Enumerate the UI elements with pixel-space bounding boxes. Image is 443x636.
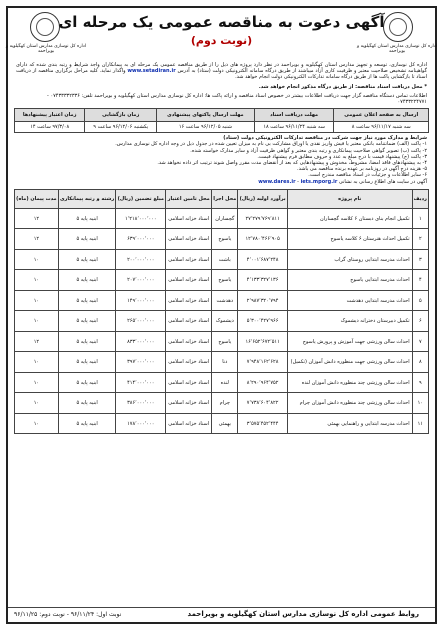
condition-item: ۶- سایر اطلاعات و جزئیات در اسناد مناقصه مندرج است. [308, 172, 427, 179]
table-row [15, 372, 429, 393]
table-row [15, 311, 429, 332]
table-cell: گچساران [212, 208, 238, 229]
condition-item: ۳- پاکت (ج) پیشنهاد قیمت با درج مبلغ به عدد و حروف مطابق فرم پیشنهاد قیمت. [257, 153, 427, 160]
projects-header: ردیف [412, 189, 428, 208]
table-cell: ابنیه پایه ۵ [58, 290, 116, 311]
condition-item: ۲- پاکت (ب) تصویر گواهی صلاحیت پیمانکاری و رتبه بندی معتبر و گواهی ظرفیت آزاد و سایر مدارک خواسته شده. [190, 147, 427, 154]
schedule-cell: سه شنبه ۹۶/۱۱/۲۴ ساعت ۱۸ [254, 122, 334, 133]
table-row [15, 290, 429, 311]
projects-header: محل اجرا [212, 189, 238, 208]
table-cell: اسناد خزانه اسلامی [166, 208, 212, 229]
schedule-cell: ۹۷/۳/۰۸ ساعت ۱۴ [15, 122, 85, 133]
table-cell: یاسوج [212, 229, 238, 250]
table-cell: بهمئی [212, 413, 238, 434]
table-cell: اسناد خزانه اسلامی [166, 270, 212, 291]
table-cell: ۲۷٬۲۷۹٬۷۶۹٬۸۱۱ [238, 208, 287, 229]
table-cell: لنده [212, 372, 238, 393]
table-cell: ۱۲ [15, 331, 59, 352]
table-cell: اسناد خزانه اسلامی [166, 413, 212, 434]
table-cell: ۱۰ [15, 249, 59, 270]
schedule-cell: شنبه ۹۶/۱۲/۰۵ ساعت ۱۶ [157, 122, 255, 133]
table-cell: ۴٬۰۰۱٬۶۸۷٬۲۴۸ [238, 249, 287, 270]
table-cell: اسناد خزانه اسلامی [166, 290, 212, 311]
dares-link[interactable]: www.dares.ir [258, 178, 296, 185]
condition-item: ۴- به پیشنهادهای فاقد امضا، مشروط، مخدوش و پیشنهادهایی که بعد از انقضای مدت مقرر واصل شوند ترتیب اثر داده نخواهد شد. [157, 160, 427, 167]
table-cell: دیشموک [212, 311, 238, 332]
table-cell: ۳۹۷٬۰۰۰٬۰۰۰ [116, 352, 166, 373]
table-cell: دهدشت [212, 290, 238, 311]
table-cell: اسناد خزانه اسلامی [166, 249, 212, 270]
table-cell: احداث سالن ورزشی جهت منظوره دانش آموزان (تکمیل) [287, 352, 412, 373]
schedule-table [14, 108, 429, 133]
table-cell: ۱۲ [15, 208, 59, 229]
table-cell: ۸ [412, 352, 428, 373]
table-cell: ۱۰ [15, 352, 59, 373]
projects-header: نام پروژه [287, 189, 412, 208]
table-cell: ۱۰ [15, 311, 59, 332]
table-cell: ۱۰ [15, 372, 59, 393]
projects-header: برآورد اولیه (ریال) [238, 189, 287, 208]
org-name-left: اداره کل نوسازی مدارس استان کهگیلویه و بویراحمد [5, 44, 87, 54]
table-cell: دنا [212, 352, 238, 373]
table-cell: تکمیل احداث هنرستان ۶ کلاسه یاسوج [287, 229, 412, 250]
intro-paragraph [16, 62, 427, 81]
table-cell: ۲۰۷٬۰۰۰٬۰۰۰ [116, 270, 166, 291]
intro-text-2: واگذار نماید. کلیه مراحل برگزاری مناقصه از دریافت اسناد تا بازگشایی پاکت ها از طریق درگاه سامانه تدارکات الکترونیکی دولت انجام خواهد شد. [16, 68, 427, 81]
schedule-header: ارسال به صفحه اعلان عمومی [334, 109, 429, 122]
table-cell: احداث سالن ورزشی جهت آموزش و پرورش یاسوج [287, 331, 412, 352]
setad-link[interactable]: www.setadiran.ir [127, 68, 176, 75]
schedule-header: مهلت دریافت اسناد [254, 109, 334, 122]
table-cell: ۱ [412, 208, 428, 229]
footer-code: نوبت اول: ۹۶/۱۱/۲۴ - نوبت دوم: ۹۶/۱۱/۲۵ [14, 611, 122, 618]
table-cell: ۲۰۰٬۰۰۰٬۰۰۰ [116, 249, 166, 270]
table-cell: باشت [212, 249, 238, 270]
footer-signature: روابط عمومی اداره کل نوسازی مدارس استان کهگیلویه و بویراحمد [187, 610, 419, 618]
table-cell: ۴۱۴٬۰۰۰٬۰۰۰ [116, 372, 166, 393]
schedule-header: زمان اعتبار پیشنهادها [15, 109, 85, 122]
table-cell: ۴٬۱۳۳٬۳۲۷٬۱۳۶ [238, 270, 287, 291]
table-row [15, 208, 429, 229]
table-row [15, 393, 429, 414]
table-cell: ۳ [412, 249, 428, 270]
projects-header: محل تامین اعتبار [166, 189, 212, 208]
table-cell: ۵ [412, 290, 428, 311]
table-cell: ۲٬۹۸۷٬۳۲۰٬۷۹۴ [238, 290, 287, 311]
condition-item: ۵- هزینه درج آگهی در روزنامه بر عهده برنده مناقصه می باشد. [297, 166, 427, 173]
table-cell: ۲ [412, 229, 428, 250]
table-cell: ابنیه پایه ۵ [58, 331, 116, 352]
table-cell: ابنیه پایه ۵ [58, 208, 116, 229]
table-cell: ۹ [412, 372, 428, 393]
intro-text: اداره کل نوسازی، توسعه و تجهیز مدارس استان کهگیلویه و بویراحمد در نظر دارد پروژه های ذیل را از طریق مناقصه عمومی یک مرحله ای به پیمانکاران واجد شرایط و رتبه بندی شده که دارای گواهینامه تشخیص صلاحیت معتبر و ظرفیت کاری آزاد میباشند از طریق درگاه سامانه الکترونیکی دولت (ستاد) به آدرس [16, 62, 427, 75]
table-row [15, 352, 429, 373]
table-cell: ۱۰ [15, 270, 59, 291]
sites-line: آگهی در سایت های اطلاع رسانی به نشانی www.dares.ir - iets.mporg.ir [258, 178, 427, 185]
table-cell: ابنیه پایه ۵ [58, 249, 116, 270]
notice-subtitle: (نوبت دوم) [190, 34, 253, 47]
schedule-header: مهلت ارسال پاکتهای پیشنهادی [157, 109, 255, 122]
projects-header: مدت پیمان (ماه) [15, 189, 59, 208]
note-1: * محل دریافت اسناد مناقصه: از طریق درگاه مذکور انجام خواهد شد. [258, 83, 427, 90]
table-cell: احداث مدرسه ابتدایی دهدشت [287, 290, 412, 311]
conditions-section [16, 135, 427, 185]
table-cell: ۲۶۵٬۰۰۰٬۰۰۰ [116, 311, 166, 332]
table-cell: اسناد خزانه اسلامی [166, 331, 212, 352]
table-cell: ۶ [412, 311, 428, 332]
table-cell: ابنیه پایه ۵ [58, 270, 116, 291]
table-cell: ابنیه پایه ۵ [58, 393, 116, 414]
table-cell: یاسوج [212, 331, 238, 352]
schedule-cell: یکشنبه ۹۶/۱۲/۰۶ ساعت ۹ [85, 122, 157, 133]
table-cell: تکمیل دبیرستان دخترانه دیشموک [287, 311, 412, 332]
table-cell: ۱۰ [15, 393, 59, 414]
projects-header: مبلغ تضمین (ریال) [116, 189, 166, 208]
table-cell: ۷٬۹۴۸٬۱۶۲٬۶۲۸ [238, 352, 287, 373]
note-2: اطلاعات تماس دستگاه مناقصه گزار جهت دریافت اطلاعات بیشتر در خصوص اسناد مناقصه و ارائه پاکت ها: اداره کل نوسازی مدارس استان کهگیلویه و بویراحمد تلفن: ۰۷۴۳۳۳۳۲۳۳۶ - ۰۷۴۳۳۲۲۴۷۷۱ [47, 92, 427, 106]
table-cell: ۱۲٬۷۸۰٬۴۶۶٬۹۰۵ [238, 229, 287, 250]
table-row [15, 270, 429, 291]
schedule-header: زمان بازگشایی [85, 109, 157, 122]
table-cell: ۳٬۵۷۵٬۴۵۲٬۴۴۴ [238, 413, 287, 434]
table-cell: تکمیل انجام بنای دبستان ۶ کلاسه گچساران [287, 208, 412, 229]
table-cell: ۱۰ [15, 290, 59, 311]
table-cell: ابنیه پایه ۵ [58, 352, 116, 373]
table-cell: احداث سالن ورزشی چند منظوره دانش آموزان چرام [287, 393, 412, 414]
table-cell: ۸٬۲۹۰٬۹۶۴٬۷۵۲ [238, 372, 287, 393]
table-cell: ۱۰ [412, 393, 428, 414]
table-cell: ابنیه پایه ۵ [58, 311, 116, 332]
table-cell: احداث سالن ورزشی چند منظوره دانش آموزان لنده [287, 372, 412, 393]
table-row [15, 229, 429, 250]
header [5, 8, 438, 60]
notice-page [6, 6, 437, 624]
table-cell: احداث مدرسه ابتدایی و راهنمایی بهمئی [287, 413, 412, 434]
table-row [15, 413, 429, 434]
table-row [15, 331, 429, 352]
table-cell: ۸۳۳٬۰۰۰٬۰۰۰ [116, 331, 166, 352]
table-row [15, 249, 429, 270]
table-cell: احداث مدرسه ابتدایی یاسوج [287, 270, 412, 291]
table-cell: ۱٬۲۱۸٬۰۰۰٬۰۰۰ [116, 208, 166, 229]
conditions-heading: شرایط و مدارک مورد نیاز جهت شرکت در مناقصه تدارکات الکترونیکی دولت (ستاد) [223, 135, 427, 142]
table-cell: ۳۸۶٬۰۰۰٬۰۰۰ [116, 393, 166, 414]
projects-table [14, 189, 429, 435]
table-cell: احداث مدرسه ابتدایی روستای گراب [287, 249, 412, 270]
schedule-cell: سه شنبه ۹۶/۱۱/۱۷ ساعت ۸ [334, 122, 429, 133]
table-cell: اسناد خزانه اسلامی [166, 372, 212, 393]
table-cell: ۱۱ [412, 413, 428, 434]
table-cell: ۱۲ [15, 229, 59, 250]
condition-item: ۱- پاکت (الف) ضمانتنامه بانکی معتبر یا فیش واریز نقدی یا اوراق مشارکت بی نام به میزان تعیین شده در جدول ذیل در وجه اداره کل نوسازی مدارس. [115, 141, 427, 148]
table-cell: ابنیه پایه ۵ [58, 229, 116, 250]
table-cell: ۱۷۸٬۰۰۰٬۰۰۰ [116, 413, 166, 434]
table-cell: اسناد خزانه اسلامی [166, 229, 212, 250]
table-cell: اسناد خزانه اسلامی [166, 352, 212, 373]
projects-header: رشته و رتبه پیمانکاری [58, 189, 116, 208]
table-cell: یاسوج [212, 270, 238, 291]
table-cell: ۷ [412, 331, 428, 352]
table-cell: اسناد خزانه اسلامی [166, 311, 212, 332]
table-cell: ۷٬۷۳۸٬۶۰۴٬۸۲۲ [238, 393, 287, 414]
table-cell: ۴ [412, 270, 428, 291]
org-name-right: اداره کل نوسازی مدارس استان کهگیلویه و بویراحمد [356, 44, 438, 54]
table-cell: چرام [212, 393, 238, 414]
table-cell: ۵٬۳۰۰٬۴۲۷٬۹۶۶ [238, 311, 287, 332]
table-cell: اسناد خزانه اسلامی [166, 393, 212, 414]
table-cell: ابنیه پایه ۵ [58, 413, 116, 434]
table-cell: ابنیه پایه ۵ [58, 372, 116, 393]
footer [8, 607, 435, 620]
table-cell: ۶۳۹٬۰۰۰٬۰۰۰ [116, 229, 166, 250]
iets-link[interactable]: iets.mporg.ir [300, 178, 338, 185]
notice-title: آگهی دعوت به مناقصه عمومی یک مرحله ای [58, 13, 385, 31]
table-cell: ۱۶٬۶۵۲٬۶۷۲٬۵۱۱ [238, 331, 287, 352]
table-cell: ۱۰ [15, 413, 59, 434]
table-cell: ۱۴۹٬۰۰۰٬۰۰۰ [116, 290, 166, 311]
